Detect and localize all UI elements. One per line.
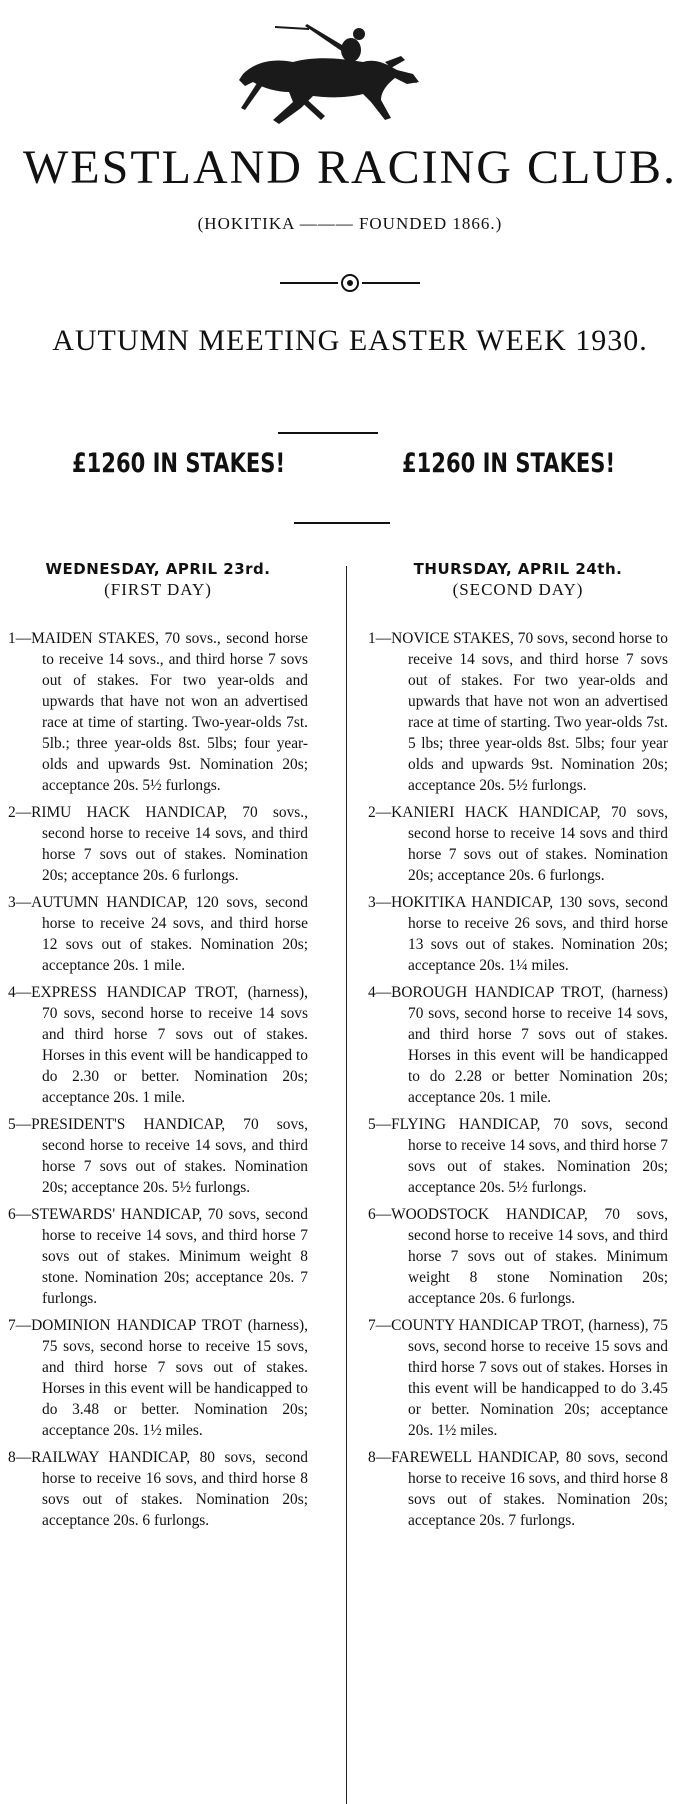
- event-item: 5—FLYING HANDICAP, 70 sovs, second horse to receive 14 sovs, and third horse 7 sovs out of stakes. Nomination 20s; acceptance 20s. 5½ furlongs.: [368, 1116, 668, 1196]
- event-item: 4—BOROUGH HANDICAP TROT, (harness) 70 sovs, second horse to receive 14 sovs, and third horse 7 sovs out of stakes. Horses in this event will be handicapped to do 2.28 or better Nomination 20s; acceptance 20s. 1 mile.: [368, 984, 668, 1106]
- day-one-column: [8, 560, 308, 1537]
- day-one-events: [8, 628, 308, 1531]
- stakes-right: £1260 IN STAKES!: [402, 448, 616, 479]
- event-item: 1—MAIDEN STAKES, 70 sovs., second horse to receive 14 sovs., and third horse 7 sovs out of stakes. For two year-olds and upwards that have not won an advertised race at time of starting. Two-year-olds 7st. 5lb.; three year-olds 8st. 5lbs; four year-olds and upwards 9st. Nomination 20s; acceptance 20s. 5½ furlongs.: [8, 630, 308, 794]
- divider: [294, 522, 390, 524]
- event-item: 1—NOVICE STAKES, 70 sovs, second horse to receive 14 sovs, and third horse 7 sovs out of stakes. For two year-olds and upwards that have not won an advertised race at time of starting. Two year-olds 7st. 5 lbs; three year-olds 8st. 5lbs; four year olds and upwards 9st. Nomination 20s; acceptance 20s. 5½ furlongs.: [368, 630, 668, 794]
- day-one-title: WEDNESDAY, APRIL 23rd.: [45, 560, 271, 578]
- event-item: 3—AUTUMN HANDICAP, 120 sovs, second horse to receive 24 sovs, and third horse 12 sovs out of stakes. Nomination 20s; acceptance 20s. 1 mile.: [8, 894, 308, 974]
- horse-and-jockey-icon: [235, 22, 425, 132]
- day-two-title: THURSDAY, APRIL 24th.: [413, 560, 623, 578]
- ornament-divider-icon: [280, 272, 420, 294]
- day-one-subtitle: (FIRST DAY): [104, 580, 212, 599]
- event-item: 8—RAILWAY HANDICAP, 80 sovs, second horse to receive 16 sovs, and third horse 8 sovs out of stakes. Nomination 20s; acceptance 20s. 6 furlongs.: [8, 1449, 308, 1529]
- event-item: 4—EXPRESS HANDICAP TROT, (harness), 70 sovs, second horse to receive 14 sovs and third horse 7 sovs out of stakes. Horses in this event will be handicapped to do 2.30 or better. Nomination 20s; acceptance 20s. 1 mile.: [8, 984, 308, 1106]
- meeting-heading: AUTUMN MEETING EASTER WEEK 1930.: [52, 324, 648, 357]
- event-item: 7—COUNTY HANDICAP TROT, (harness), 75 sovs, second horse to receive 15 sovs and third horse 7 sovs out of stakes. Horses in this event will be handicapped to do 3.45 or better. Nomination 20s; acceptance 20s. 1½ miles.: [368, 1317, 668, 1439]
- event-item: 3—HOKITIKA HANDICAP, 130 sovs, second horse to receive 26 sovs, and third horse 13 sovs out of stakes. Nomination 20s; acceptance 20s. 1¼ miles.: [368, 894, 668, 974]
- event-item: 6—WOODSTOCK HANDICAP, 70 sovs, second horse to receive 14 sovs, and third horse 7 sovs out of stakes. Minimum weight 8 stone Nomination 20s; acceptance 20s. 6 furlongs.: [368, 1206, 668, 1307]
- day-two-subtitle: (SECOND DAY): [452, 580, 584, 599]
- day-two-events: [368, 628, 668, 1531]
- stakes-left: £1260 IN STAKES!: [72, 448, 286, 479]
- event-item: 6—STEWARDS' HANDICAP, 70 sovs, second horse to receive 14 sovs, and third horse 7 sovs out of stakes. Minimum weight 8 stone. Nomination 20s; acceptance 20s. 7 furlongs.: [8, 1206, 308, 1307]
- event-item: 2—RIMU HACK HANDICAP, 70 sovs., second horse to receive 14 sovs, and third horse 7 sovs out of stakes. Nomination 20s; acceptance 20s. 6 furlongs.: [8, 804, 308, 884]
- event-item: 8—FAREWELL HANDICAP, 80 sovs, second horse to receive 16 sovs, and third horse 8 sovs out of stakes. Nomination 20s; acceptance 20s. 7 furlongs.: [368, 1449, 668, 1529]
- event-item: 2—KANIERI HACK HANDICAP, 70 sovs, second horse to receive 14 sovs and third horse 7 sovs out of stakes. Nomination 20s; acceptance 20s. 6 furlongs.: [368, 804, 668, 884]
- divider: [278, 432, 378, 434]
- column-divider: [346, 566, 347, 1804]
- club-title: WESTLAND RACING CLUB.: [23, 141, 677, 194]
- event-item: 7—DOMINION HANDICAP TROT (harness), 75 sovs, second horse to receive 15 sovs, and third horse 7 sovs out of stakes. Horses in this event will be handicapped to do 3.48 or better. Nomination 20s; acceptance 20s. 1½ miles.: [8, 1317, 308, 1439]
- day-two-column: [368, 560, 668, 1537]
- club-subtitle: (HOKITIKA ——— FOUNDED 1866.): [197, 214, 503, 233]
- event-item: 5—PRESIDENT'S HANDICAP, 70 sovs, second horse to receive 14 sovs, and third horse 7 sovs out of stakes. Nomination 20s; acceptance 20s. 5½ furlongs.: [8, 1116, 308, 1196]
